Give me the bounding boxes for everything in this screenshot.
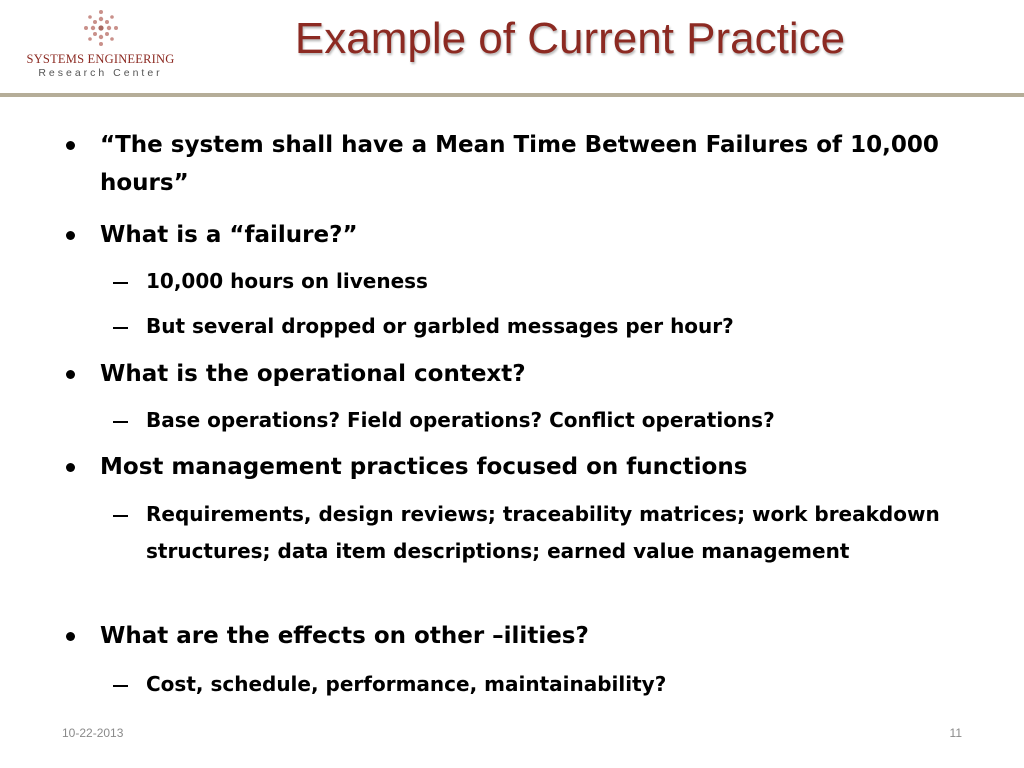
- bullet-item: Most management practices focused on functions: [100, 454, 748, 480]
- bullet-item: What is a “failure?”: [100, 222, 358, 248]
- sub-bullet-dash-icon: [113, 515, 128, 517]
- sub-bullet-dash-icon: [113, 685, 128, 687]
- slide-number: 11: [949, 726, 962, 740]
- bullet-dot-icon: [66, 141, 75, 150]
- bullet-dot-icon: [66, 463, 75, 472]
- bullet-dot-icon: [66, 370, 75, 379]
- sub-bullet-item: Cost, schedule, performance, maintainability?: [146, 672, 667, 696]
- bullet-dot-icon: [66, 632, 75, 641]
- sub-bullet-item: Requirements, design reviews; traceability matrices; work breakdown structures; data item descriptions; earned value management: [146, 502, 940, 563]
- bullet-item: “The system shall have a Mean Time Between Failures of 10,000 hours”: [100, 132, 939, 196]
- slide-title: Example of Current Practice: [294, 14, 846, 63]
- logo-line-2: Research Center: [38, 67, 163, 79]
- sub-bullet-dash-icon: [113, 421, 128, 423]
- sub-bullet-item: But several dropped or garbled messages per hour?: [146, 314, 734, 338]
- sub-bullet-dash-icon: [113, 282, 128, 284]
- bullet-item: What is the operational context?: [100, 361, 526, 387]
- logo-line-1: SYSTEMS ENGINEERING: [26, 52, 175, 66]
- footer-date: 10-22-2013: [62, 726, 124, 740]
- bullet-dot-icon: [66, 231, 75, 240]
- sub-bullet-item: Base operations? Field operations? Conflict operations?: [146, 408, 775, 432]
- sub-bullet-item: 10,000 hours on liveness: [146, 269, 428, 293]
- bullet-item: What are the effects on other –ilities?: [100, 623, 589, 649]
- sub-bullet-dash-icon: [113, 327, 128, 329]
